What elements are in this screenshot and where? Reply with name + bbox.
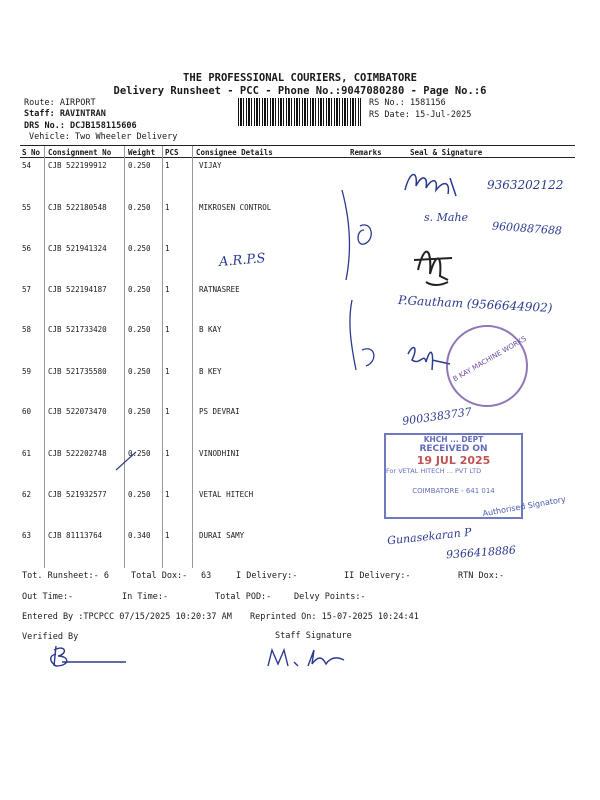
handwritten-phone-63: 9366418886 (445, 543, 517, 562)
stamp-line2: RECEIVED ON (419, 444, 488, 454)
row-weight: 0.250 (128, 367, 151, 376)
machine-works-stamp (446, 325, 528, 407)
row-weight: 0.250 (128, 203, 151, 212)
row-pcs: 1 (165, 367, 170, 376)
circle-stamp-text: B KAY MACHINE WORKS (451, 334, 528, 384)
total-dox-value: 63 (201, 571, 212, 581)
row-consignment: CJB 522194187 (48, 285, 107, 294)
row-sno: 59 (22, 367, 32, 376)
col-separator (192, 146, 193, 568)
col-remarks: Remarks (350, 148, 382, 157)
delvy-points: Delvy Points:- (294, 592, 366, 602)
row-consignment: CJB 521932577 (48, 490, 107, 499)
row-sno: 57 (22, 285, 32, 294)
row-weight: 0.340 (128, 531, 151, 540)
row-sno: 55 (22, 203, 32, 212)
row-pcs: 1 (165, 407, 170, 416)
row-weight: 0.250 (128, 325, 151, 334)
tot-runsheet: Tot. Runsheet:- 6 (22, 571, 109, 581)
vehicle: Vehicle: Two Wheeler Delivery (29, 132, 178, 142)
ii-delivery: II Delivery:- (344, 571, 411, 581)
col-consignee: Consignee Details (196, 148, 273, 157)
i-delivery: I Delivery:- (236, 571, 298, 581)
handwritten-name-55: s. Mahe (424, 211, 469, 224)
stamp-date: 19 JUL 2025 (416, 454, 491, 467)
staff-signature (264, 644, 354, 672)
col-weight: Weight (128, 148, 156, 157)
header-top-rule (20, 145, 575, 146)
reprinted-on: Reprinted On: 15-07-2025 10:24:41 (250, 612, 419, 622)
row-pcs: 1 (165, 449, 170, 458)
row-weight: 0.250 (128, 244, 151, 253)
row-weight: 0.250 (128, 285, 151, 294)
handwritten-name-63: Gunasekaran P (386, 525, 473, 548)
handwritten-phone-60: 9003383737 (401, 405, 473, 428)
row-consignee: VETAL HITECH (199, 490, 254, 499)
handwritten-phone-55: 9600887688 (491, 219, 563, 238)
stamp-city: COIMBATORE - 641 014 (412, 487, 495, 495)
row-sno: 61 (22, 449, 32, 458)
row-consignment: CJB 81113764 (48, 531, 103, 540)
col-pcs: PCS (165, 148, 179, 157)
row-weight: 0.250 (128, 490, 151, 499)
row-pcs: 1 (165, 285, 170, 294)
row-consignee: B KEY (199, 367, 222, 376)
total-dox-label: Total Dox:- (131, 571, 188, 581)
row-pcs: 1 (165, 531, 170, 540)
row-pcs: 1 (165, 325, 170, 334)
row-consignee: DURAI SAMY (199, 531, 245, 540)
rs-date: RS Date: 15-Jul-2025 (369, 110, 472, 120)
runsheet-subtitle: Delivery Runsheet - PCC - Phone No.:9047080280 - Page No.:6 (113, 85, 487, 97)
out-time: Out Time:- (22, 592, 74, 602)
col-separator (124, 146, 125, 568)
entered-by: Entered By :TPCPCC 07/15/2025 10:20:37 AM (22, 612, 232, 622)
row-sno: 54 (22, 161, 32, 170)
route: Route: AIRPORT (24, 98, 96, 108)
row-consignee: RATNASREE (199, 285, 240, 294)
row-consignment: CJB 522199912 (48, 161, 107, 170)
barcode (238, 98, 361, 126)
rs-number: RS No.: 1581156 (369, 98, 446, 108)
row-weight: 0.250 (128, 161, 151, 170)
row-sno: 60 (22, 407, 32, 416)
row-pcs: 1 (165, 161, 170, 170)
row-sno: 63 (22, 531, 32, 540)
row-consignment: CJB 522180548 (48, 203, 107, 212)
signature-row54 (400, 168, 480, 198)
tick-mark (114, 448, 140, 474)
row-consignment: CJB 522073470 (48, 407, 107, 416)
row-consignment: CJB 521733420 (48, 325, 107, 334)
row-sno: 58 (22, 325, 32, 334)
drs-number: DRS No.: DCJB158115606 (24, 121, 137, 131)
handwritten-text-56: A.R.P.S (218, 250, 267, 271)
header-bottom-rule (20, 157, 575, 158)
rtn-dox: RTN Dox:- (458, 571, 505, 581)
handwritten-name-57: P.Gautham (9566644902) (397, 292, 553, 316)
row-sno: 62 (22, 490, 32, 499)
row-consignee: PS DEVRAI (199, 407, 240, 416)
row-consignee: B KAY (199, 325, 222, 334)
verified-by: Verified By (22, 632, 79, 642)
row-consignee: VINODHINI (199, 449, 240, 458)
signature-row56 (408, 240, 458, 290)
col-separator (162, 146, 163, 568)
stamp-line1: KHCH ... DEPT (423, 435, 484, 444)
row-sno: 56 (22, 244, 32, 253)
col-seal: Seal & Signature (410, 148, 483, 157)
row-consignee: VIJAY (199, 161, 222, 170)
row-consignment: CJB 521941324 (48, 244, 107, 253)
row-consignment: CJB 522202748 (48, 449, 107, 458)
row-pcs: 1 (165, 490, 170, 499)
staff-signature-label: Staff Signature (275, 631, 352, 641)
row-pcs: 1 (165, 203, 170, 212)
company-title: THE PROFESSIONAL COURIERS, COIMBATORE (183, 72, 417, 84)
row-weight: 0.250 (128, 449, 151, 458)
staff: Staff: RAVINTRAN (24, 109, 106, 119)
in-time: In Time:- (122, 592, 169, 602)
total-pod: Total POD:- (215, 592, 272, 602)
handwritten-phone-54: 9363202122 (487, 178, 564, 192)
row-consignment: CJB 521735580 (48, 367, 107, 376)
col-consignment: Consignment No (48, 148, 112, 157)
col-separator (44, 146, 45, 568)
stamp-signatory: Authorised Signatory (481, 494, 567, 519)
row-weight: 0.250 (128, 407, 151, 416)
stamp-for: For VETAL HITECH ... PVT LTD (386, 467, 482, 475)
col-sno: S No (22, 148, 41, 157)
row-consignee: MIKROSEN CONTROL (199, 203, 272, 212)
row-pcs: 1 (165, 244, 170, 253)
verified-signature (40, 642, 130, 672)
remarks-marks (342, 180, 392, 380)
